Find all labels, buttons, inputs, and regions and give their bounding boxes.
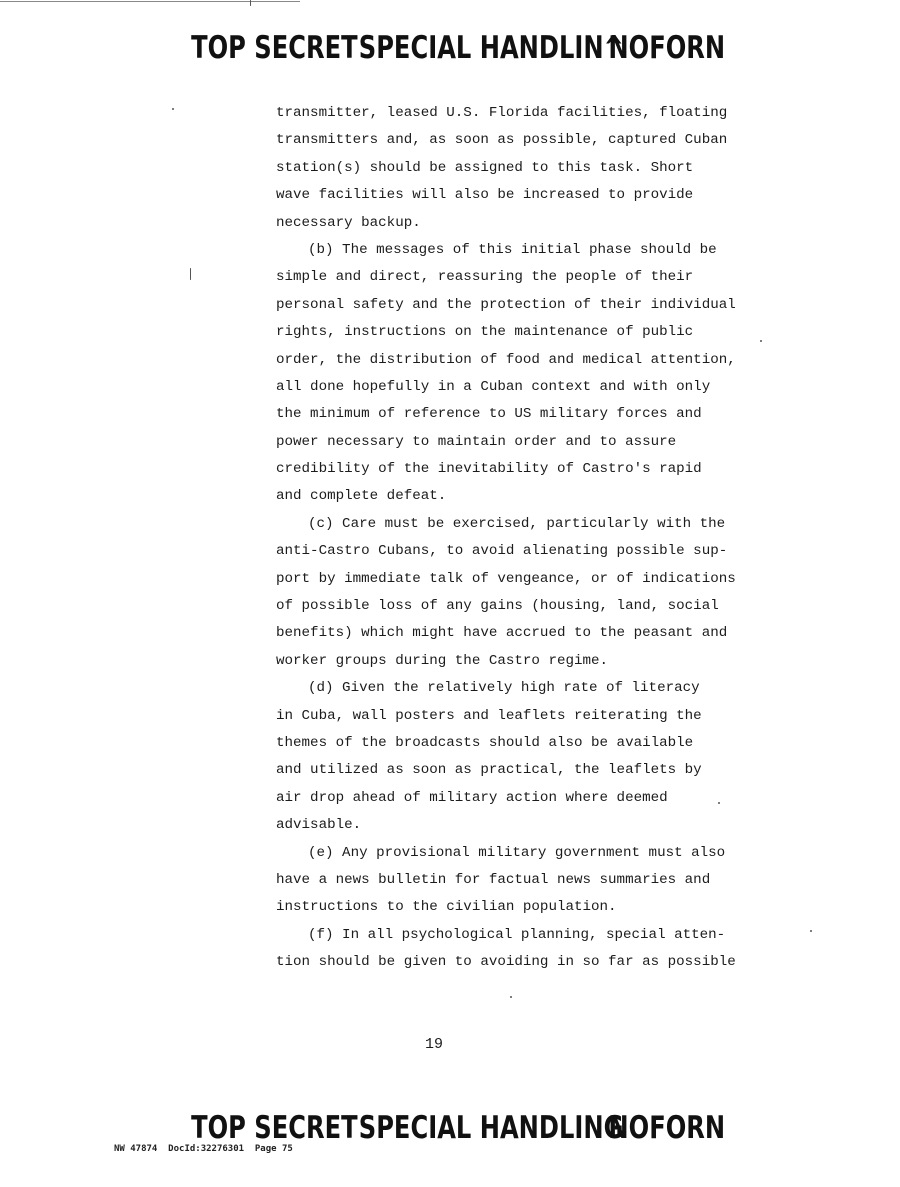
footer-classification: TOP SECRET bbox=[191, 1110, 358, 1146]
scan-speck bbox=[718, 802, 720, 804]
body-line: tion should be given to avoiding in so far as possible bbox=[276, 954, 736, 971]
scan-speck bbox=[190, 268, 191, 280]
body-line: credibility of the inevitability of Castro's rapid bbox=[276, 461, 702, 478]
body-line: have a news bulletin for factual news summaries and bbox=[276, 871, 711, 888]
body-line: themes of the broadcasts should also be available bbox=[276, 734, 694, 751]
scan-speck bbox=[510, 996, 512, 998]
body-line: wave facilities will also be increased to provide bbox=[276, 187, 694, 204]
body-line: worker groups during the Castro regime. bbox=[276, 652, 609, 669]
body-line: personal safety and the protection of their individual bbox=[276, 296, 736, 313]
body-line: port by immediate talk of vengeance, or of indications bbox=[276, 570, 736, 587]
body-line: of possible loss of any gains (housing, land, social bbox=[276, 598, 719, 615]
body-line: anti-Castro Cubans, to avoid alienating possible sup- bbox=[276, 543, 728, 560]
body-line: (d) Given the relatively high rate of literacy bbox=[308, 680, 700, 697]
body-line: and utilized as soon as practical, the leaflets by bbox=[276, 762, 702, 779]
scan-speck bbox=[760, 340, 762, 342]
body-line: (b) The messages of this initial phase should be bbox=[308, 241, 717, 258]
page-number: 19 bbox=[425, 1036, 444, 1053]
body-line: (f) In all psychological planning, special atten- bbox=[308, 926, 726, 943]
scan-speck bbox=[250, 0, 251, 6]
header-dissemination: NOFORN bbox=[608, 30, 726, 66]
body-line: (c) Care must be exercised, particularly with the bbox=[308, 515, 726, 532]
body-line: benefits) which might have accrued to the peasant and bbox=[276, 625, 728, 642]
scan-speck bbox=[172, 108, 174, 110]
body-line: instructions to the civilian population. bbox=[276, 899, 617, 916]
body-line: air drop ahead of military action where deemed bbox=[276, 789, 668, 806]
body-line: in Cuba, wall posters and leaflets reiterating the bbox=[276, 707, 702, 724]
header-handling: SPECIAL HANDLIN^ bbox=[358, 30, 624, 66]
header-classification: TOP SECRET bbox=[191, 30, 358, 66]
footer-dissemination: NOFORN bbox=[608, 1110, 726, 1146]
body-line: station(s) should be assigned to this task. Short bbox=[276, 159, 694, 176]
body-line: transmitters and, as soon as possible, captured Cuban bbox=[276, 132, 728, 149]
document-id-stamp: NW 47874 DocId:32276301 Page 75 bbox=[114, 1144, 293, 1154]
body-line: order, the distribution of food and medical attention, bbox=[276, 351, 736, 368]
scan-speck bbox=[810, 930, 812, 932]
body-line: advisable. bbox=[276, 817, 362, 834]
body-line: the minimum of reference to US military forces and bbox=[276, 406, 702, 423]
scan-edge-line bbox=[0, 1, 300, 2]
body-line: transmitter, leased U.S. Florida facilities, floating bbox=[276, 105, 728, 121]
document-body bbox=[276, 100, 736, 977]
body-line: power necessary to maintain order and to assure bbox=[276, 433, 677, 450]
body-line: rights, instructions on the maintenance of public bbox=[276, 324, 694, 341]
body-line: simple and direct, reassuring the people of their bbox=[276, 269, 694, 286]
body-line: necessary backup. bbox=[276, 214, 421, 231]
body-line: and complete defeat. bbox=[276, 488, 447, 505]
body-line: all done hopefully in a Cuban context and with only bbox=[276, 378, 711, 395]
body-line: (e) Any provisional military government must also bbox=[308, 844, 726, 861]
footer-handling: SPECIAL HANDLING bbox=[358, 1110, 624, 1146]
